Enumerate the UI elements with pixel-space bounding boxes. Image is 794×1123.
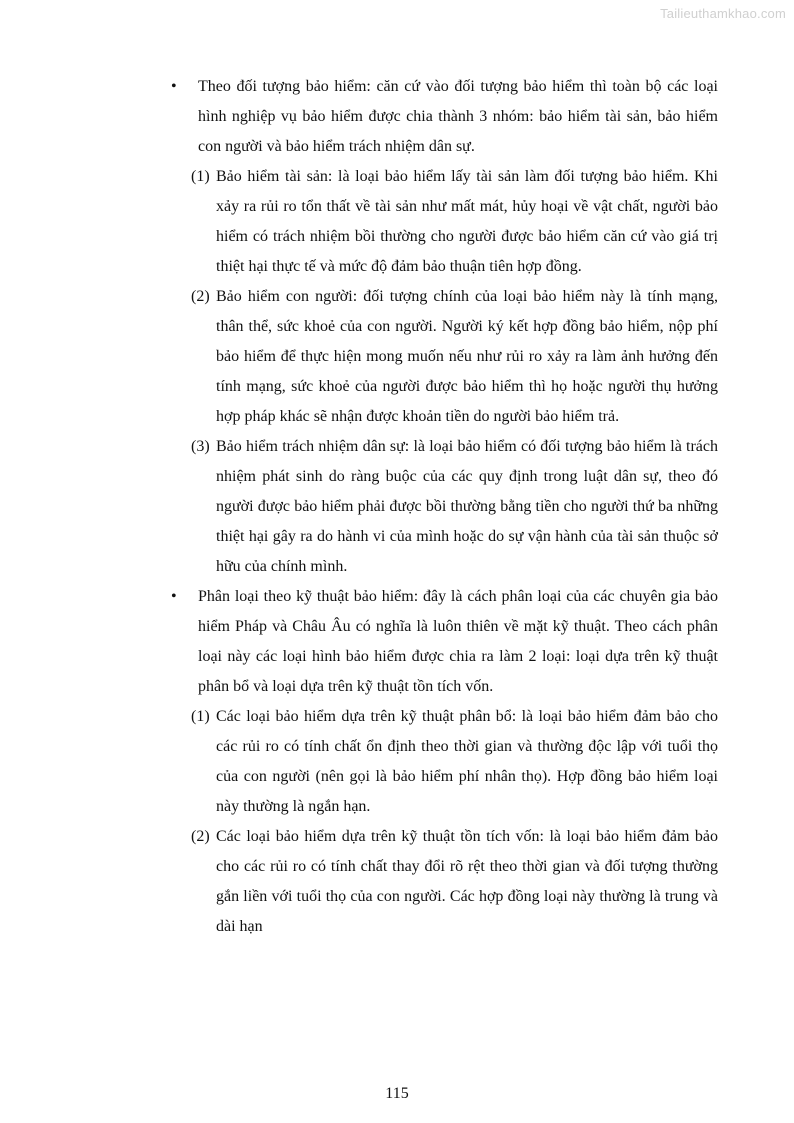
- bullet-paragraph: Phân loại theo kỹ thuật bảo hiểm: đây là cách phân loại của các chuyên gia bảo hiểm Pháp và Châu Âu có nghĩa là luôn thiên về mặt kỹ thuật. Theo cách phân loại này các loại hình bảo hiểm được chia ra làm 2 loại: loại dựa trên kỹ thuật phân bổ và loại dựa trên kỹ thuật tồn tích vốn.: [198, 588, 718, 695]
- item-paragraph: Bảo hiểm con người: đối tượng chính của loại bảo hiểm này là tính mạng, thân thể, sức khoẻ của con người. Người ký kết hợp đồng bảo hiểm, nộp phí bảo hiểm để thực hiện mong muốn nếu như rủi ro xảy ra làm ảnh hưởng đến tính mạng, sức khoẻ của người được bảo hiểm thì họ hoặc người thụ hưởng hợp pháp khác sẽ nhận được khoản tiền do người bảo hiểm trả.: [216, 288, 718, 425]
- item-number: (2): [191, 288, 210, 305]
- item-paragraph: Các loại bảo hiểm dựa trên kỹ thuật tồn tích vốn: là loại bảo hiểm đảm bảo cho các rủi ro có tính chất thay đổi rõ rệt theo thời gian và đối tượng thường gắn liền với tuổi thọ của con người. Các hợp đồng loại này thường là trung và dài hạn: [216, 828, 718, 935]
- numbered-item: [191, 822, 718, 942]
- numbered-item: [191, 432, 718, 582]
- item-number: (1): [191, 708, 210, 725]
- item-number: (2): [191, 828, 210, 845]
- numbered-item: [191, 702, 718, 822]
- item-paragraph: Bảo hiểm trách nhiệm dân sự: là loại bảo hiểm có đối tượng bảo hiểm là trách nhiệm phát sinh do ràng buộc của các quy định trong luật dân sự, theo đó người được bảo hiểm phải được bồi thường bằng tiền cho người thứ ba những thiệt hại gây ra do hành vi của mình hoặc do sự vận hành của tài sản thuộc sở hữu của chính mình.: [216, 438, 718, 575]
- item-number: (3): [191, 438, 210, 455]
- item-paragraph: Các loại bảo hiểm dựa trên kỹ thuật phân bổ: là loại bảo hiểm đảm bảo cho các rủi ro có tính chất ổn định theo thời gian và thường độc lập với tuổi thọ của con người (nên gọi là bảo hiểm phí nhân thọ). Hợp đồng bảo hiểm loại này thường là ngắn hạn.: [216, 708, 718, 815]
- bullet-item: [171, 582, 718, 702]
- item-paragraph: Bảo hiểm tài sản: là loại bảo hiểm lấy tài sản làm đối tượng bảo hiểm. Khi xảy ra rủi ro tổn thất về tài sản như mất mát, hủy hoại về vật chất, người bảo hiểm có trách nhiệm bồi thường cho người được bảo hiểm căn cứ vào giá trị thiệt hại thực tế và mức độ đảm bảo thuận tiên hợp đồng.: [216, 168, 718, 275]
- bullet-paragraph: Theo đối tượng bảo hiểm: căn cứ vào đối tượng bảo hiểm thì toàn bộ các loại hình nghiệp vụ bảo hiểm được chia thành 3 nhóm: bảo hiểm tài sản, bảo hiểm con người và bảo hiểm trách nhiệm dân sự.: [198, 78, 718, 155]
- bullet-icon: •: [171, 78, 177, 95]
- numbered-item: [191, 162, 718, 282]
- watermark: Tailieuthamkhao.com: [660, 6, 786, 21]
- page-content: [0, 72, 794, 942]
- page-number: 115: [385, 1085, 409, 1102]
- bullet-item: [171, 72, 718, 162]
- bullet-icon: •: [171, 588, 177, 605]
- item-number: (1): [191, 168, 210, 185]
- numbered-item: [191, 282, 718, 432]
